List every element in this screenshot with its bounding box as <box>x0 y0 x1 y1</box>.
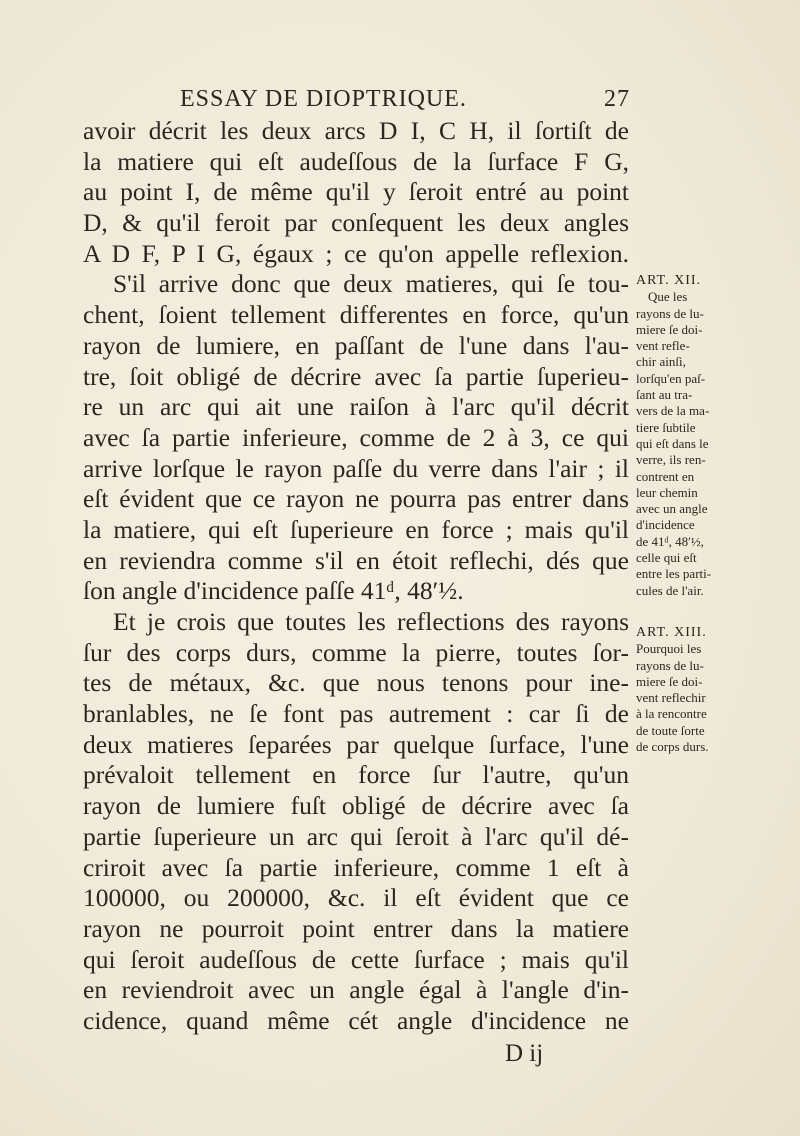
text-line: rayon de lumiere, en paſſant de l'une dans l'au- <box>83 330 629 360</box>
margin-note-line: chir ainſi, <box>636 354 686 370</box>
margin-note-line: Que les <box>648 289 688 305</box>
text-line: ſur des corps durs, comme la pierre, toutes ſor- <box>83 637 629 667</box>
text-line: qui ſeroit audeſſous de cette ſurface ; mais qu'il <box>83 944 629 974</box>
margin-note-line: tiere ſubtile <box>636 419 696 435</box>
text-line: S'il arrive donc que deux matieres, qui ſe tou- <box>113 269 629 299</box>
header-title: ESSAY DE DIOPTRIQUE. <box>180 86 467 112</box>
margin-note-art-xii <box>636 273 776 599</box>
text-line: cidence, quand même cét angle d'incidence ne <box>83 1005 629 1035</box>
margin-note-line: ſant au tra- <box>636 387 693 403</box>
margin-note-line: leur chemin <box>636 484 698 500</box>
running-header <box>180 86 630 120</box>
text-line: avec ſa partie inferieure, comme de 2 à 3, ce qui <box>83 422 629 452</box>
text-line: tre, ſoit obligé de décrire avec ſa partie ſuperieu- <box>83 361 629 391</box>
margin-note-heading: ART. XII. <box>636 273 702 288</box>
margin-note-line: entre les parti- <box>636 566 712 582</box>
margin-note-line: de corps durs. <box>636 739 709 755</box>
margin-note-line: de 41ᵈ, 48′½, <box>636 533 704 549</box>
text-line: Et je crois que toutes les reflections des rayons <box>113 607 629 636</box>
text-line: avoir décrit les deux arcs D I, C H, il ſortiſt de <box>83 116 629 145</box>
margin-note-line: Pourquoi les <box>636 641 702 657</box>
text-line: la matiere, qui eſt ſuperieure en force ; mais qu'il <box>83 514 629 544</box>
margin-note-line: rayons de lu- <box>636 305 704 321</box>
text-line: au point I, de même qu'il y ſeroit entré au point <box>83 177 629 207</box>
text-line: re un arc qui ait une raiſon à l'arc qu'il décrit <box>83 392 629 422</box>
margin-note-line: lorſqu'en paſ- <box>636 370 706 386</box>
margin-note-line: à la rencontre <box>636 706 707 722</box>
text-line: 100000, ou 200000, &c. il eſt évident que ce <box>83 883 629 913</box>
text-line: A D F, P I G, égaux ; ce qu'on appelle reflexion. <box>83 238 629 268</box>
margin-note-line: miere ſe doi- <box>636 321 703 337</box>
page-number: 27 <box>604 86 630 112</box>
text-line: criroit avec ſa partie inferieure, comme 1 eſt à <box>83 852 629 882</box>
margin-note-line: miere ſe doi- <box>636 673 703 689</box>
text-line: en reviendra comme s'il en étoit reflechi, dés que <box>83 545 629 575</box>
margin-note-line: de toute ſorte <box>636 722 705 738</box>
body-text <box>83 116 629 1037</box>
margin-note-line: avec un angle <box>636 501 708 517</box>
text-line: rayon ne pourroit point entrer dans la matiere <box>83 913 629 943</box>
text-line: branlables, ne ſe font pas autrement : car ſi de <box>83 699 629 729</box>
margin-note-line: vent reflechir <box>636 690 706 706</box>
signature-mark: D ij <box>505 1040 544 1067</box>
text-line: eſt évident que ce rayon ne pourra pas entrer dans <box>83 484 629 514</box>
margin-note-line: celle qui eſt <box>636 550 697 566</box>
margin-note-line: verre, ils ren- <box>636 452 706 468</box>
margin-note-art-xiii <box>636 625 776 755</box>
text-line: prévaloit tellement en force ſur l'autre, qu'un <box>83 760 629 790</box>
margin-note-line: vers de la ma- <box>636 403 710 419</box>
text-line: D, & qu'il feroit par conſequent les deux angles <box>83 208 629 238</box>
margin-note-line: vent refle- <box>636 338 690 354</box>
text-line: chent, ſoient tellement differentes en force, qu'un <box>83 300 629 330</box>
text-line: tes de métaux, &c. que nous tenons pour ine- <box>83 668 629 698</box>
text-line: deux matieres ſeparées par quelque ſurface, l'une <box>83 729 629 759</box>
margin-note-line: qui eſt dans le <box>636 435 709 451</box>
text-line: la matiere qui eſt audeſſous de la ſurface F G, <box>83 146 629 176</box>
margin-note-heading: ART. XIII. <box>636 625 707 640</box>
margin-note-line: contrent en <box>636 468 695 484</box>
text-line: arrive lorſque le rayon paſſe du verre dans l'air ; il <box>83 453 629 483</box>
margin-note-line: rayons de lu- <box>636 657 704 673</box>
text-line: en reviendroit avec un angle égal à l'angle d'in- <box>83 975 629 1005</box>
text-line: rayon de lumiere fuſt obligé de décrire avec ſa <box>83 791 629 821</box>
margin-note-line: d'incidence <box>636 517 695 533</box>
text-line: partie ſuperieure un arc qui ſeroit à l'arc qu'il dé- <box>83 821 629 851</box>
margin-note-line: cules de l'air. <box>636 582 704 598</box>
text-line: ſon angle d'incidence paſſe 41ᵈ, 48′½. <box>83 576 464 606</box>
